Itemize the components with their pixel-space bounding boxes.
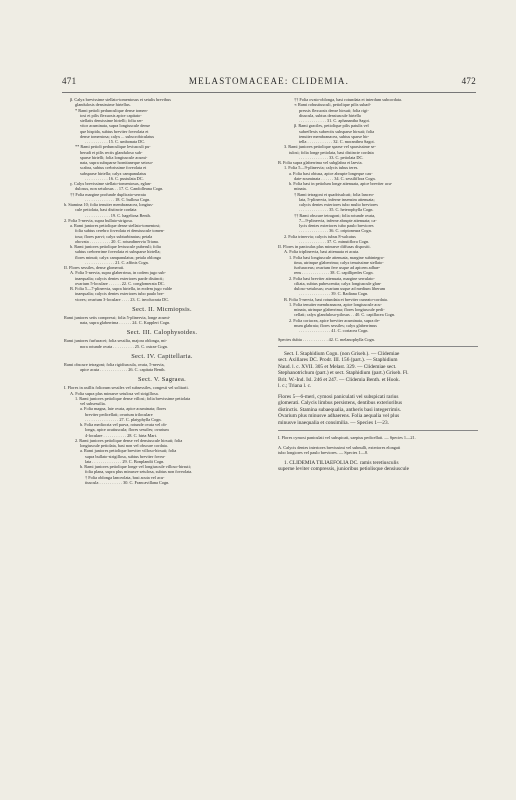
key-line: que hispida, subtus breviter foveolata et [80, 128, 149, 134]
sect-ii-line: Rami juniores setis compressi; folia 5-plinervia, longe acumi- [64, 314, 171, 320]
description-line: distinctis. Stamina subaequalia, antheris basi integerrimis. [278, 406, 401, 413]
key-line: 7—9-plinervia, inferne abrupte attenuata; ca- [299, 217, 377, 223]
sect-v-key-list [64, 385, 260, 485]
key-line: . . . . . . . . . . . 15. C. umbonata DC. [85, 139, 146, 144]
key-line: viores; ovarium 3-loculare . . . . 23. C. involucrata DC. [75, 296, 170, 302]
key-line: cellati; calyx glanduloso-pilosus . . 40. C. capillacea Cogn. [294, 312, 396, 318]
key-line: b. Stamina 10; folia tenuiter membranacea, longius- [64, 202, 154, 207]
key-line: . . . . . . . . . . . . . . . 39. C. Radiana Cogn. [299, 291, 369, 297]
key-line: longiuscule petiolata, basi non vel obscure cordata. [80, 443, 168, 448]
key-line: tella . . . . . . . . . . . . 32. C. moranthea Sagot. [299, 139, 375, 144]
description-line: glomerati. Calycis limbus persistens, dentibus exterioribus [278, 400, 403, 407]
small-key-line: tubo longiores vel paulo breviores. — Species 1—8. [278, 450, 369, 456]
key-line: lycis dentes exteriores tubo paulo breviores [299, 223, 374, 228]
right-key-list [278, 97, 478, 333]
key-line: subsparse hirtella; calyx campanulatus [80, 170, 147, 176]
sect-iii-line: nora rotunde ovata . . . . . . . . . . 25. C. ostrae Cogn. [80, 343, 168, 349]
key-line: minata, utrinque glaberrima; flores longiuscule pedi- [294, 307, 385, 312]
key-line: ∝ Rami robustiusculi, petiolique pilis subad- [294, 102, 371, 108]
sect-ii-line: nata, supra glaberrima . . . . . . 24. C. Kappleri Cogn. [80, 320, 171, 325]
key-line: † Rami tetragoni et quadrisulcati; folia lanceo- [294, 191, 375, 197]
key-line: folia plana, supra plus minusve setulosa, subtus non foveolata. [85, 469, 193, 475]
left-key-list [64, 97, 260, 302]
entry-body [278, 466, 478, 473]
key-line: . . . . . . . . . . . . . . 18. C. bullosa Cogn. [85, 196, 151, 202]
key-line: . . . . . . . . . . . . . 31. C. aphanantha Sagot. [299, 118, 370, 123]
key-line: B. Folia 5-nervia, basi rotundata et breviter cuneato-cordata. [284, 296, 388, 302]
key-line: † Folia oblonga lanceolata, basi acuta vel acu- [85, 474, 165, 480]
running-title: MELASTOMACEAE: CLIDEMIA. [188, 76, 350, 86]
key-line: subtus crebrerrime foveolata et subsparse hirtella; [75, 249, 161, 255]
small-key-line: I. Flores cymosi paniculati vel subspicati, saepius pedicellati. — Species 1—21. [278, 434, 416, 440]
key-line: †† Folia ovato-oblonga, basi rotundata et interdum subcordata. [294, 97, 402, 102]
key-line: B. Folia supra glaberrima vel subglabra et laevia. [278, 160, 363, 165]
key-line: supra bullato-strigillosa, subtus breviter fovea- [85, 453, 166, 459]
right-page-number: 472 [461, 76, 476, 86]
key-line: 4-loculare . . . . . . . . . . . 28. C. hirta Mart. [85, 432, 157, 438]
key-line: breviter pedicellati; ovarium triloculare [85, 411, 153, 417]
key-line: 1. Folia 5—9-plinervia; calycis tubus teres. [284, 165, 359, 171]
key-line: inaequalia; calycis dentes exteriores parde distincti; [75, 275, 164, 281]
key-line: γ. Calyx brevissime stellato-tomentosus, eglan- [70, 181, 152, 186]
key-line: b. Folia mediocria vel parva, rotunde ovata vel ob- [80, 422, 168, 427]
key-line: 3. Rami juniores petiolique sparse vel sparsissime se- [284, 144, 376, 150]
key-line: * Rami petioli pedunculique dense tomen- [75, 107, 148, 113]
sect-iv-title: Sect. IV. Capitellaria. [131, 352, 193, 360]
key-line: calycis dentes exteriores tubo multo breviores [299, 202, 378, 207]
sect-v-title: Sect. V. Sagraea. [138, 376, 186, 384]
entry-one [278, 460, 478, 473]
key-line: tulosi; folia longe petiolata, basi distincte cordata [289, 149, 374, 155]
key-line: II. Flores in paniculas plus minusve diffusas dispositi. [278, 244, 371, 249]
key-line: ovarium 5-loculare . . . . . . 22. C. conglomerata DC. [75, 280, 165, 286]
sect-ii-title: Sect. II. Micmiopsis. [132, 305, 192, 313]
key-line: A. Folia supra plus minusve setulosa vel strigillosa. [70, 390, 159, 396]
key-line: scabra, subtus crebrissime foveolata et [80, 165, 147, 171]
section-divider [278, 430, 478, 431]
key-line: date-acuminata . . . . . . 34. C. sessiliflora Cogn. [294, 175, 376, 181]
key-line: 2. Folia coriacea, apice breviter acuminata, supra de- [289, 317, 380, 323]
key-line: II. Flores sessiles, dense glomerati. [64, 265, 125, 270]
synonymy-line: Brit. W.-Ind. Isl. 246 et 247. — Clidemia Benth. et Hook. [278, 376, 400, 383]
key-line: inaequalia; calycis dentes exteriores tubo paulo bre- [75, 291, 165, 297]
sect-iii-title: Sect. III. Calophysoides. [126, 329, 198, 337]
key-line: lata, 5-plinervia, inferne insensim attenuata; [299, 196, 375, 202]
description-line: minusve inaequalia et consimilia. — Species 1—23. [278, 419, 389, 426]
key-line: folia subtus cerebro foveolata et densiuscule tomen- [75, 228, 165, 234]
key-line: 2. Folia 5-nervia, supra bullato-strigosa. [64, 217, 133, 223]
key-line: a. Folia magna, late ovata, apice acuminata; flores [80, 406, 167, 412]
key-line: a. Folia basi obtusa, apice abrupte longeque cau- [289, 170, 373, 176]
key-line: a. Rami juniores petiolique dense stellato-tomentosi; [70, 223, 161, 228]
key-line: . . . . . . . . . . . . . . . . 27. C. platyphylla Cogn. [85, 416, 162, 422]
key-line: 2. Folia basi breviter attenuata, margine serrulato- [289, 275, 375, 281]
key-line: . . . . . . . . . . . . . . 33. C. petiolata DC. [299, 154, 364, 160]
key-line: tima, utrinque glaberrima; calyx tenuissime stellato- [294, 259, 384, 265]
key-line: sparse hirtelli; folia longiuscule acumi- [80, 154, 148, 160]
key-line: tosa; flores parvi; calyx subturbinatus; petala [75, 233, 153, 239]
left-page-number: 471 [62, 76, 77, 86]
key-line: . . . . . . . . . . . . . . 21. C. affinis Cogn. [85, 259, 149, 265]
synonymy-line: sect. Axillares DC. Prodr. III. 156 (part.). — Staphidium [278, 357, 398, 364]
key-line: furfuraceus; ovarium fere usque ad apicem adhae- [294, 265, 381, 270]
key-line: †† Rami obscure tetragoni; folia rotunde ovata, [294, 212, 376, 218]
key-line: longa, apice acutiuscula; flores sessiles; ovarium [85, 427, 169, 433]
key-line: tosi et pilis flexuosis apice capitato- [80, 112, 142, 118]
synonymy-line: Naud. l. c. XVII. 305 et Melast. 329. — Clidemiae sect. [278, 363, 397, 370]
key-line: †† Folia margine profunde duplicato-serrata [70, 191, 146, 197]
key-line: stellatis densissime hirtelli; folia ser- [80, 118, 144, 123]
key-line: 2. Folia trinervia; calycis tubus 8-sulcatus [284, 233, 356, 239]
key-line: dulosus, non setulosus . . 17. C. Candolleana Cogn. [75, 186, 164, 192]
key-line: mum glabrata; flores sessiles; calyx glaberrimus [294, 322, 377, 328]
page-header [62, 76, 476, 90]
sect-i-description [278, 394, 478, 427]
key-line: tiuscula . . . . . . . . . . . 30. C. Francavillana Cogn. [85, 479, 170, 485]
sect-iv-line: Rami obscure tetragoni; folia rigidiuscula, ovata, 5-nervia, [64, 361, 165, 367]
small-key [278, 435, 478, 456]
synonymy-line: l. c.; Triana l. c. [278, 383, 312, 390]
description-line: Flores 5—6-meri, cymosi paniculati vel subspicati rarius [278, 393, 399, 400]
sect-iii-line: Rami juniores furfuracei; folia sessilia, majora oblonga, mi- [64, 338, 167, 344]
key-line: . . . . . . . . . . . . . . 35. C. heterophylla Cogn. [299, 207, 374, 213]
key-line: ** Rami petioli pedunculique leviusculi pu- [75, 144, 151, 150]
key-line: pressis flexuosis dense hirsuti; folia rigi- [299, 107, 369, 113]
sect-i-title: Sect. I. Staphidium Cogn. (non Griseb.). — Clidemiae [284, 350, 400, 357]
key-line: dense tomentosa; calyx ... subscrobiculatus [80, 133, 155, 139]
left-column [64, 97, 260, 485]
key-line: β. Rami graciles, petiolique pilis patulis vel [294, 123, 369, 129]
key-line: 2. Rami juniores petiolique dense vel densiuscule hirsuti; folia [75, 437, 183, 443]
key-line: minata. [294, 186, 307, 192]
key-line: . . . . . . . . . . . . . . 36. C. oriptoneura Cogn. [299, 228, 372, 234]
description-line: Ovarium plus minusve adhaerens. Folia aequalia vel plus [278, 413, 400, 420]
header-rule [62, 92, 476, 93]
key-line: β. Calyx brevissime stellato-tomentosus et setulis brevibus [70, 97, 171, 102]
species-dubia: Species dubia . . . . . . . . . . . . 42. C. melanophylla Cogn. [278, 337, 375, 343]
key-line: I. Flores in axillis foliorum sessiles vel subsessiles, congesti vel solitarii. [64, 385, 189, 391]
section-divider [278, 346, 478, 347]
key-line: ciliata, subtus pubescentia; calyx longiuscule glan- [294, 280, 382, 286]
key-line: nata, supra subsparse hornitaneque setoso- [80, 160, 154, 165]
sect-i-block [278, 351, 478, 427]
key-line: 1. Folia tenuiter membranacea, apice longiuscule acu- [289, 301, 382, 307]
key-line: A. Folia 5-nervia, supra glaberrima, in codem jugo sub- [70, 270, 166, 276]
key-line: cule petiolata, basi distincte cordata [75, 207, 137, 213]
key-line: vitor acuminata, supra longiuscule dense [80, 123, 151, 129]
small-key-line: A. Calycis dentes interiores breviusimi vel subnulli, exteriores elongati [278, 445, 401, 451]
key-line: vel subsessilia. [80, 401, 106, 406]
key-line: subreflexis subrectis subsparse hirsuti; folia [299, 128, 375, 134]
key-line: . . . . . . . . . . . 16. C. pustulata DC. [85, 175, 144, 181]
key-line: 1. Folia basi longiuscule attenuata, margine subintegro- [289, 254, 385, 260]
synonymy-line: Stephanotrichum (part.) et sect. Staphidium (part.) Griseb. Fl. [278, 370, 409, 377]
entry-line: superne leviter compressis, junioribus petiolisque densiuscule [278, 466, 409, 473]
key-line: A. Folia triplinervia, basi attenuata et acuta. [284, 249, 360, 255]
key-line: b. Folia basi in petiolum longe attenuata, apice breviter acu- [289, 181, 393, 186]
key-line: duloso-setulosus; ovarium usque ad medium liberum [294, 286, 386, 291]
key-line: b. Rami juniores petiolique leviuscule puberuli; folia [70, 244, 161, 249]
key-line: 1. Rami juniores petiolique dense villosi; folia brevissime petiolata [75, 395, 191, 401]
key-line: . . . . . . . . . . . . . . . 41. C. coriacea Cogn. [299, 328, 369, 333]
key-line: diuscula, subtus densiuscule hirtella [299, 112, 361, 118]
key-line: lata . . . . . . . . . . . . . . 29. C. Bonplandii Cogn. [85, 458, 165, 464]
sect-i-synonymy [278, 357, 478, 390]
key-line: . . . . . . . . . . . . 19. C. hageliosa Benth. [85, 212, 151, 218]
key-line: b. Rami juniores petiolique longe vel longiuscule villoso-hirsuti; [80, 464, 191, 469]
key-line: tenuiter membranacea, subtus sparse hir- [299, 133, 370, 139]
sect-iv-line: apice acuta . . . . . . . . . . . . . 26. C. capitata Benth. [80, 367, 166, 372]
entry-heading: 1. CLIDEMIA TILIAEFOLIA DC. ramis teretiusculis [284, 459, 399, 466]
key-line: obovata . . . . . . . . . . 20. C. rotundinervia Triana. [75, 238, 159, 244]
key-line: flores minuti; calyx campanulatus; petala oblonga [75, 254, 161, 260]
key-line: glandulosis densissime hirtellus. [75, 102, 131, 108]
right-column [278, 97, 478, 473]
key-line: rens . . . . . . . . . . . . . 38. C. capillipedes Cogn. [294, 270, 374, 276]
key-line: a. Rami juniores petiolique breviter villoso-hirsuti; folia [80, 448, 177, 454]
key-line: B. Folia 5—7-plinervia, supra hirtella, in eodem jugo valde [70, 286, 173, 291]
key-line: . . . . . . . . . . . . . 37. C. minutiflora Cogn. [299, 238, 370, 244]
key-line: berudi et pilis rectis glanduloso sub- [80, 149, 143, 155]
